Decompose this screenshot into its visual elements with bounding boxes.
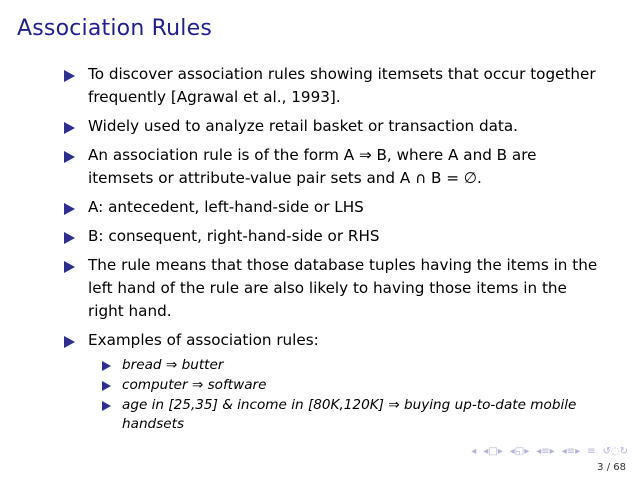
bullet-text: B: consequent, right-hand-side or RHS bbox=[88, 227, 380, 245]
example-item bbox=[102, 376, 592, 395]
example-list bbox=[102, 356, 604, 434]
bullet-item bbox=[64, 115, 604, 138]
bullet-item bbox=[64, 254, 604, 323]
bullet-triangle-icon bbox=[64, 232, 75, 244]
search-icon[interactable]: ↺◌↻ bbox=[602, 446, 628, 457]
prev-frame-icon[interactable]: ◂□▸ bbox=[483, 446, 503, 457]
bullet-list bbox=[64, 63, 604, 440]
example-text: age in [25,35] & income in [80K,120K] ⇒ buying up-to-date mobile handsets bbox=[122, 397, 577, 432]
bullet-item bbox=[64, 329, 604, 434]
bullet-text: A: antecedent, left-hand-side or LHS bbox=[88, 198, 364, 216]
bullet-triangle-icon bbox=[64, 151, 75, 163]
bullet-item bbox=[64, 144, 604, 190]
bullet-triangle-icon bbox=[64, 122, 75, 134]
bullet-text: Widely used to analyze retail basket or transaction data. bbox=[88, 117, 518, 135]
example-item bbox=[102, 356, 592, 375]
sub-bullet-triangle-icon bbox=[102, 361, 111, 371]
next-section-icon[interactable]: ◂≡▸ bbox=[536, 446, 555, 457]
align-icon[interactable]: ≡ bbox=[587, 446, 596, 457]
beamer-navigation bbox=[471, 446, 628, 457]
bullet-item bbox=[64, 225, 604, 248]
bullet-text: An association rule is of the form A ⇒ B, where A and B are itemsets or attribute-value pair sets and A ∩ B = ∅. bbox=[88, 146, 537, 187]
page-number: 3 / 68 bbox=[597, 462, 626, 473]
sub-bullet-triangle-icon bbox=[102, 401, 111, 411]
bullet-triangle-icon bbox=[64, 336, 75, 348]
bullet-item bbox=[64, 63, 604, 109]
bullet-text: To discover association rules showing itemsets that occur together frequently [Agrawal et al., 1993]. bbox=[88, 65, 596, 106]
bullet-triangle-icon bbox=[64, 261, 75, 273]
slide-title: Association Rules bbox=[17, 16, 213, 41]
bullet-text: The rule means that those database tuples having the items in the left hand of the rule are also likely to having those items in the right hand. bbox=[88, 256, 598, 320]
bullet-triangle-icon bbox=[64, 203, 75, 215]
bullet-text: Examples of association rules: bbox=[88, 331, 319, 349]
bullet-item bbox=[64, 196, 604, 219]
sub-bullet-triangle-icon bbox=[102, 381, 111, 391]
example-text: bread ⇒ butter bbox=[122, 357, 224, 373]
prev-section-icon[interactable]: ◂◱▸ bbox=[509, 446, 530, 457]
example-text: computer ⇒ software bbox=[122, 377, 267, 393]
first-page-icon[interactable]: ◂ bbox=[471, 446, 477, 457]
bullet-triangle-icon bbox=[64, 70, 75, 82]
example-item bbox=[102, 396, 592, 434]
prev-subsection-icon[interactable]: ◂≡▸ bbox=[561, 446, 581, 457]
